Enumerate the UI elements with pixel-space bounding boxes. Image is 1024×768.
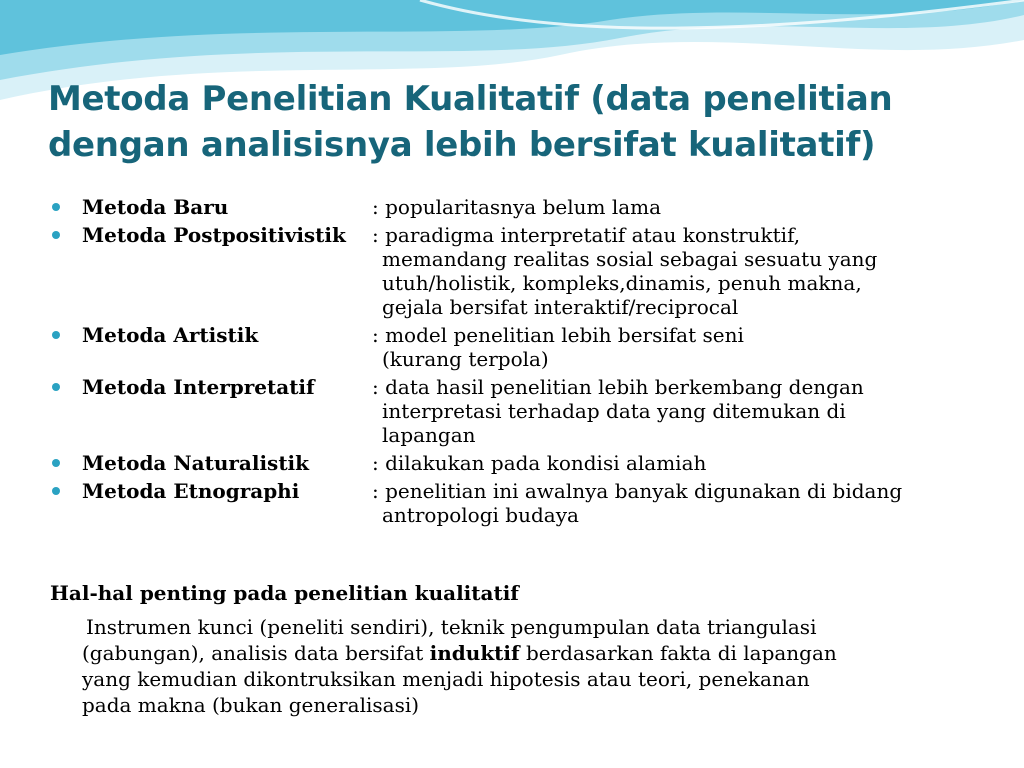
description-line: utuh/holistik, kompleks,dinamis, penuh makna, (382, 271, 862, 295)
title-line-2: dengan analisisnya lebih bersifat kualitatif) (48, 125, 876, 165)
list-item (52, 223, 1012, 319)
paragraph-line: yang kemudian dikontruksikan menjadi hipotesis atau teori, penekanan (82, 667, 810, 691)
description-line: : model penelitian lebih bersifat seni (372, 323, 744, 347)
paragraph-line: Instrumen kunci (peneliti sendiri), teknik pengumpulan data triangulasi (86, 615, 817, 639)
bullet-icon (52, 203, 60, 211)
list-item (52, 451, 1012, 475)
method-term: Metoda Artistik (82, 323, 259, 347)
description-line: (kurang terpola) (382, 347, 549, 371)
description-line: gejala bersifat interaktif/reciprocal (382, 295, 739, 319)
description-line: memandang realitas sosial sebagai sesuatu yang (382, 247, 878, 271)
method-term: Metoda Naturalistik (82, 451, 310, 475)
description-line: : popularitasnya belum lama (372, 195, 662, 219)
description-line: antropologi budaya (382, 503, 579, 527)
method-description (372, 223, 1012, 319)
description-line: lapangan (382, 423, 476, 447)
method-description (372, 195, 1012, 219)
bullet-icon (52, 459, 60, 467)
description-line: : dilakukan pada kondisi alamiah (372, 451, 707, 475)
description-line: : paradigma interpretatif atau konstruktif, (372, 223, 801, 247)
method-term: Metoda Etnographi (82, 479, 300, 503)
paragraph-line: pada makna (bukan generalisasi) (82, 693, 420, 717)
list-item (52, 375, 1012, 447)
method-list (52, 195, 1012, 531)
paragraph-text: berdasarkan fakta di lapangan (519, 641, 837, 665)
description-line: : data hasil penelitian lebih berkembang dengan (372, 375, 864, 399)
paragraph-line (82, 640, 982, 666)
description-line: : penelitian ini awalnya banyak digunakan di bidang (372, 479, 903, 503)
method-description (372, 451, 1012, 475)
method-term: Metoda Baru (82, 195, 229, 219)
bullet-icon (52, 383, 60, 391)
section-heading: Hal-hal penting pada penelitian kualitatif (50, 581, 519, 605)
title-line-1: Metoda Penelitian Kualitatif (data penelitian (48, 79, 893, 119)
list-item (52, 479, 1012, 527)
list-item (52, 195, 1012, 219)
method-description (372, 375, 1012, 447)
method-description (372, 479, 1012, 527)
method-description (372, 323, 1012, 371)
list-item (52, 323, 1012, 371)
emphasis-text: induktif (429, 641, 520, 665)
bullet-icon (52, 231, 60, 239)
method-term: Metoda Postpositivistik (82, 223, 346, 247)
description-line: interpretasi terhadap data yang ditemukan di (382, 399, 846, 423)
bullet-icon (52, 331, 60, 339)
bullet-icon (52, 487, 60, 495)
paragraph-text: (gabungan), analisis data bersifat (82, 641, 430, 665)
slide-title (48, 76, 948, 168)
section-paragraph (82, 614, 982, 718)
method-term: Metoda Interpretatif (82, 375, 315, 399)
